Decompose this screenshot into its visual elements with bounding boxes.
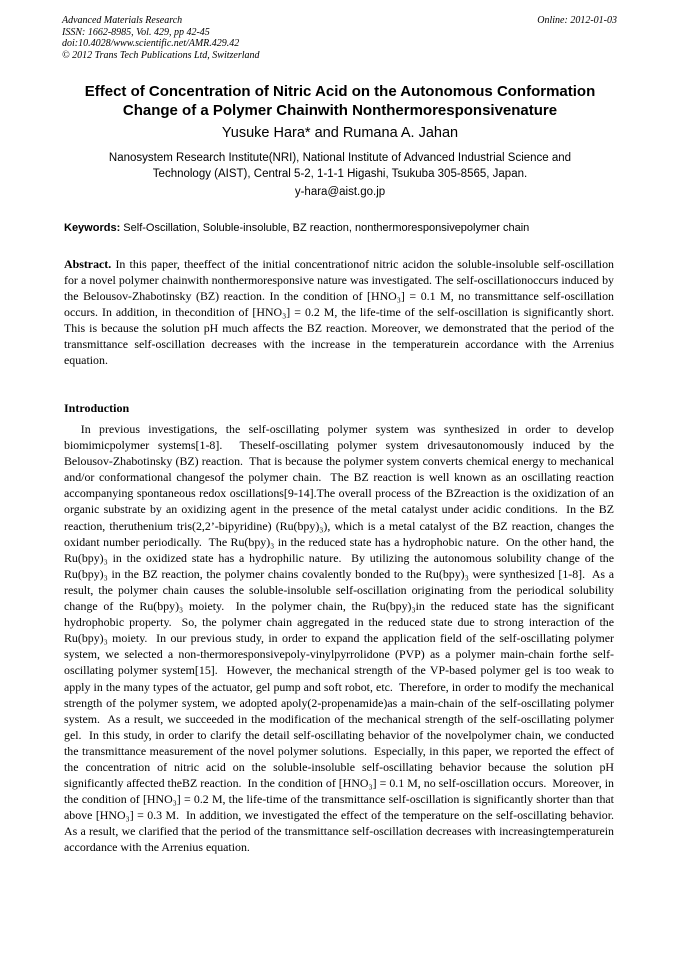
title-line-2: Change of a Polymer Chainwith Nonthermoresponsivenature xyxy=(122,102,558,119)
abstract-label: Abstract. xyxy=(64,257,112,271)
paper-title xyxy=(40,82,640,120)
doi-line: doi:10.4028/www.scientific.net/AMR.429.42 xyxy=(62,38,240,49)
title-line-1: Effect of Concentration of Nitric Acid on the Autonomous Conformation xyxy=(84,83,596,100)
affiliation xyxy=(70,150,610,182)
copyright-line: © 2012 Trans Tech Publications Ltd, Switzerland xyxy=(62,49,260,61)
introduction-body xyxy=(64,421,620,856)
keywords xyxy=(64,221,624,235)
journal-name: Advanced Materials Research xyxy=(62,15,183,26)
introduction-paragraph: In previous investigations, the self-oscillating polymer system was synthesized in order to develop biomimicpolymer systems[1-8]. Theself-oscillating polymer system drivesautonomously induced by the Belousov-Zhabotinsky (BZ) reaction. That is because the polymer system converts chemical energy to mechanical and/or conformational changesof the polymer chain. The BZ reaction is well known as an oscillating reaction accompanying spontaneous redox oscillations[9-14].The overall process of the BZreaction is the oxidization of an organic substrate by an oxidizing agent in the presence of the metal catalyst under acidic conditions. In the BZ reaction, theruthenium tris(2,2’-bipyridine) (Ru(bpy)₃), which is a metal catalyst of the BZ reaction, changes the oxidant number periodically. The Ru(bpy)₃ in the reduced state has a hydrophobic nature. On the other hand, the Ru(bpy)₃ in the oxidized state has a hydrophilic nature. By utilizing the autonomous solubility change of the Ru(bpy)₃ in the BZ reaction, the polymer chains covalently bonded to the Ru(bpy)₃ were synthesized [1-8]. As a result, the polymer chain causes the soluble-insoluble self-oscillation originating from the periodical solubility change of the Ru(bpy)₃ moiety. In the polymer chain, the Ru(bpy)₃in the reduced state has the significant hydrophobic property. So, the polymer chain aggregated in the reduced state due to strong interaction of the Ru(bpy)₃ moiety. In our previous study, in order to expand the application field of the self-oscillating polymer system, we selected a non-thermoresponsivepoly-vinylpyrrolidone (PVP) as a polymer main-chain forthe self-oscillating polymer system[15]. However, the mechanical strength of the VP-based polymer gel is too weak to apply in the many types of the actuator, gel pump and soft robot, etc. Therefore, in order to modify the mechanical strength of the polymer system, we adopted apoly(2-propenamide)as a main-chain of the self-oscillating polymer system. As a result, we succeeded in the modification of the mechanical strength of the self-oscillating polymer gel. In this study, in order to clarify the detail self-oscillating behavior of the novelpolymer chain, we conducted the transmittance measurement of the novel polymer solutions. Especially, in this paper, we reported the effect of the concentration of nitric acid on the soluble-insoluble self-oscillating behavior because the solution pH significantly affected theBZ reaction. In the condition of [HNO₃] = 0.1 M, no self-oscillation occurs. Moreover, in the condition of [HNO₃] = 0.2 M, the life-time of the transmittance self-oscillation is significantly shorter than that above [HNO₃] = 0.3 M. In addition, we investigated the effect of the temperature on the self-oscillating behavior. As a result, we clarified that the period of the transmittance self-oscillation decreases with increasingtemperaturein accordance with the Arrenius equation. xyxy=(64,422,620,855)
contact-email: y-hara@aist.go.jp xyxy=(294,186,386,198)
author-list: Yusuke Hara* and Rumana A. Jahan xyxy=(221,125,459,141)
journal-header xyxy=(62,15,617,61)
abstract xyxy=(64,256,614,368)
affiliation-line-2: Technology (AIST), Central 5-2, 1-1-1 Higashi, Tsukuba 305-8565, Japan. xyxy=(152,168,528,180)
abstract-text: In this paper, theeffect of the initial concentrationof nitric acidon the soluble-insoluble self-oscillation for a novel polymer chainwith nonthermoresponsive nature was investigated. The self-oscillationoccurs induced by the Belousov-Zhabotinsky (BZ) reaction. In the condition of [HNO₃] = 0.1 M, no transmittance self-oscillation occurs. In addition, in thecondition of [HNO₃] = 0.2 M, the life-time of the self-oscillation is significantly short. This is because the solution pH much affects the BZ reaction. Moreover, we demonstrated that the period of the transmittance self-oscillation decreases with the increase in the temperaturein accordance with the Arrenius equation. xyxy=(64,257,614,367)
issn-line: ISSN: 1662-8985, Vol. 429, pp 42-45 xyxy=(62,26,210,38)
keywords-text: Self-Oscillation, Soluble-insoluble, BZ reaction, nonthermoresponsivepolymer chain xyxy=(120,222,530,234)
keywords-label: Keywords: xyxy=(64,222,121,234)
section-heading-introduction: Introduction xyxy=(64,401,130,415)
online-date: Online: 2012-01-03 xyxy=(537,15,617,26)
affiliation-line-1: Nanosystem Research Institute(NRI), National Institute of Advanced Industrial Science and xyxy=(108,152,572,164)
